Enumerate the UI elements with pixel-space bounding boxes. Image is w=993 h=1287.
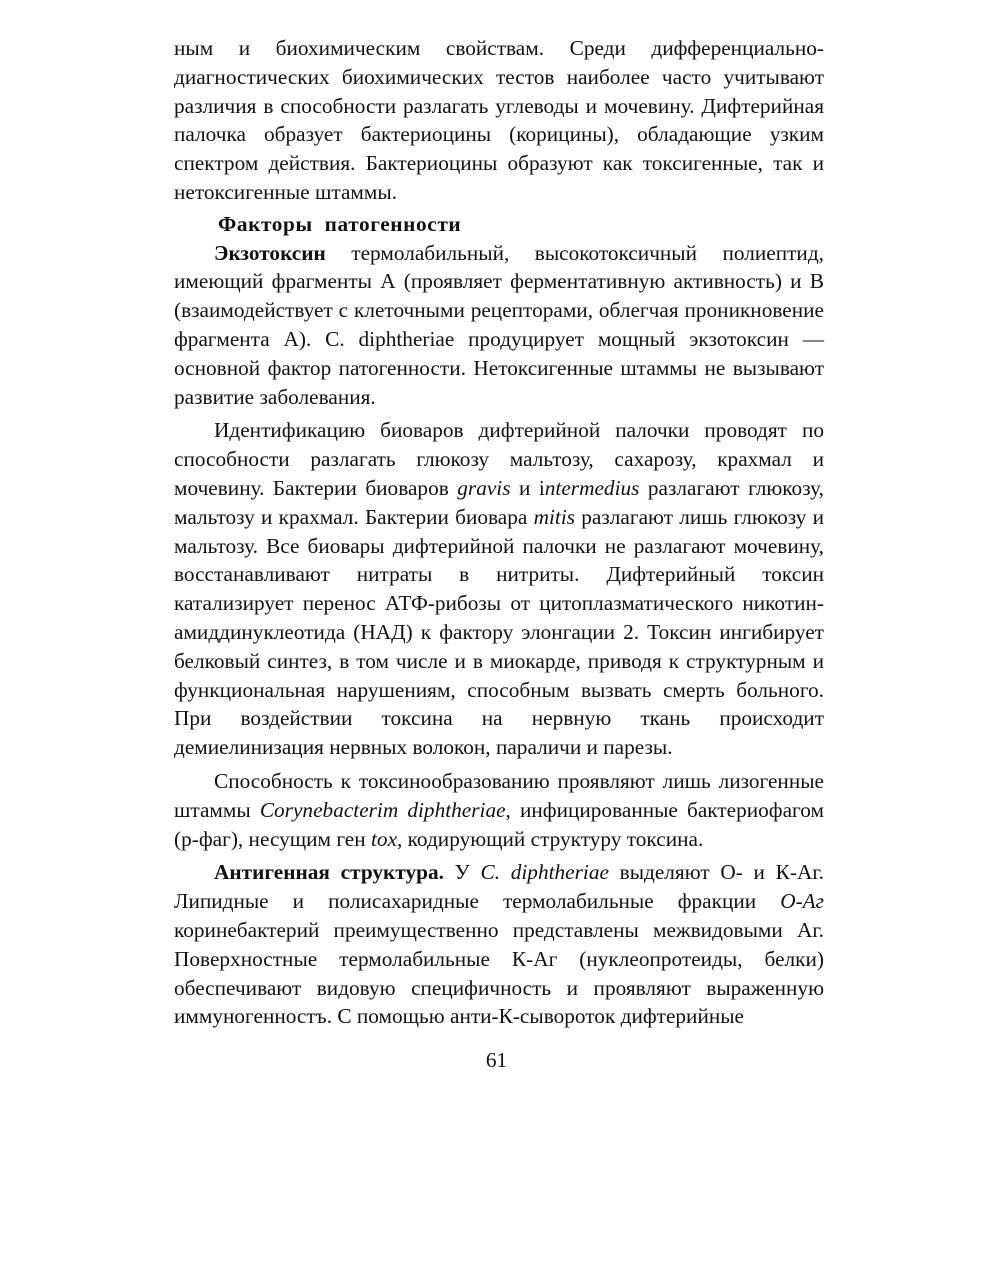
- paragraph-text: кодирующий структуру токсина.: [402, 826, 704, 851]
- page-body: [174, 34, 824, 1031]
- paragraph-text: и i: [510, 475, 545, 500]
- paragraph-text: разлагают лишь глюкозу и мальтозу. Все биовары дифтерийной палочки не разлагают мочевину, восстанавливают нитраты в нитриты. Дифтерийный токсин катализирует перенос АТФ-рибозы от цитоплазматического никотин-амиддинуклеотида (НАД) к фактору элонгации 2. Токсин ингибирует белковый синтез, в том числе и в миокарде, приводя к структурным и функциональная нарушениям, способным вызвать смерть больного. При воздействии токсина на нервную ткань происходит демиелинизация нервных волокон, параличи и парезы.: [174, 504, 824, 760]
- paragraph-text: ным и биохимическим свойствам. Среди дифференциально-диагностических биохимических тестов наиболее часто учитывают различия в способности разлагать углеводы и мочевину. Дифтерийная палочка образует бактериоцины (корицины), обладающие узким спектром действия. Бактериоцины образуют как токсигенные, так и нетоксигенные штаммы.: [174, 36, 824, 204]
- term-o-antigen: О-Аг: [780, 889, 824, 914]
- paragraph-text: коринебактерий преимущественно представлены межвидовыми Аг. Поверхностные термолабильные К-Аг (нуклеопротеиды, белки) обеспечивают видовую специфичность и проявляют выраженную иммуногенностъ. С помощью анти-К-сывороток дифтерийные: [174, 917, 824, 1029]
- section-heading: [174, 210, 824, 239]
- heading-word: Факторы: [218, 211, 313, 236]
- paragraph-antigen-structure: [174, 858, 824, 1031]
- heading-word: патогенности: [324, 211, 462, 236]
- term-species: Corynebacterim diphtheriae: [259, 797, 506, 822]
- paragraph-continuation: [174, 34, 824, 207]
- term-antigen-structure: Антигенная структура.: [214, 860, 444, 885]
- paragraph-text: разлагают глюкозу, мальтозу и крахмал. Бактерии биовара: [174, 475, 824, 529]
- term-mitis: mitis: [533, 504, 576, 529]
- page-number: 61: [485, 1048, 508, 1072]
- term-species: C. diphtheriae: [480, 860, 609, 885]
- term-gravis: gravis: [457, 475, 511, 500]
- paragraph-text: , инфицированные бактериофагом (р-фаг), несущим ген: [174, 797, 824, 851]
- paragraph-text: У: [443, 860, 481, 885]
- paragraph-text: Идентификацию биоваров дифтерийной палочки проводят по способности разлагать глюкозу мальтозу, сахарозу, крахмал и мочевину. Бактерии биоваров: [174, 418, 824, 500]
- paragraph-biovars: [174, 416, 824, 762]
- term-intermedius: ntermedius: [544, 475, 640, 500]
- term-exotoxin: Экзотоксин: [214, 240, 326, 265]
- term-gene: tox,: [371, 826, 403, 851]
- paragraph-exotoxin: [174, 239, 824, 412]
- paragraph-text: термолабильный, высокотоксичный полиептид, имеющий фрагменты А (проявляет ферментативную активность) и В (взаимодействует с клеточными рецепторами, облегчая проникновение фрагмента А). C. diphtheriae продуцирует мощный экзотоксин — основной фактор патогенности. Нетоксигенные штаммы не вызывают развитие заболевания.: [174, 240, 824, 409]
- paragraph-toxigenicity: [174, 767, 824, 853]
- paragraph-text: выделяют О- и К-Аг. Липидные и полисахаридные термолабильные фракции: [174, 860, 824, 914]
- paragraph-text: Способность к токсинообразованию проявляют лишь лизогенные штаммы: [174, 768, 824, 822]
